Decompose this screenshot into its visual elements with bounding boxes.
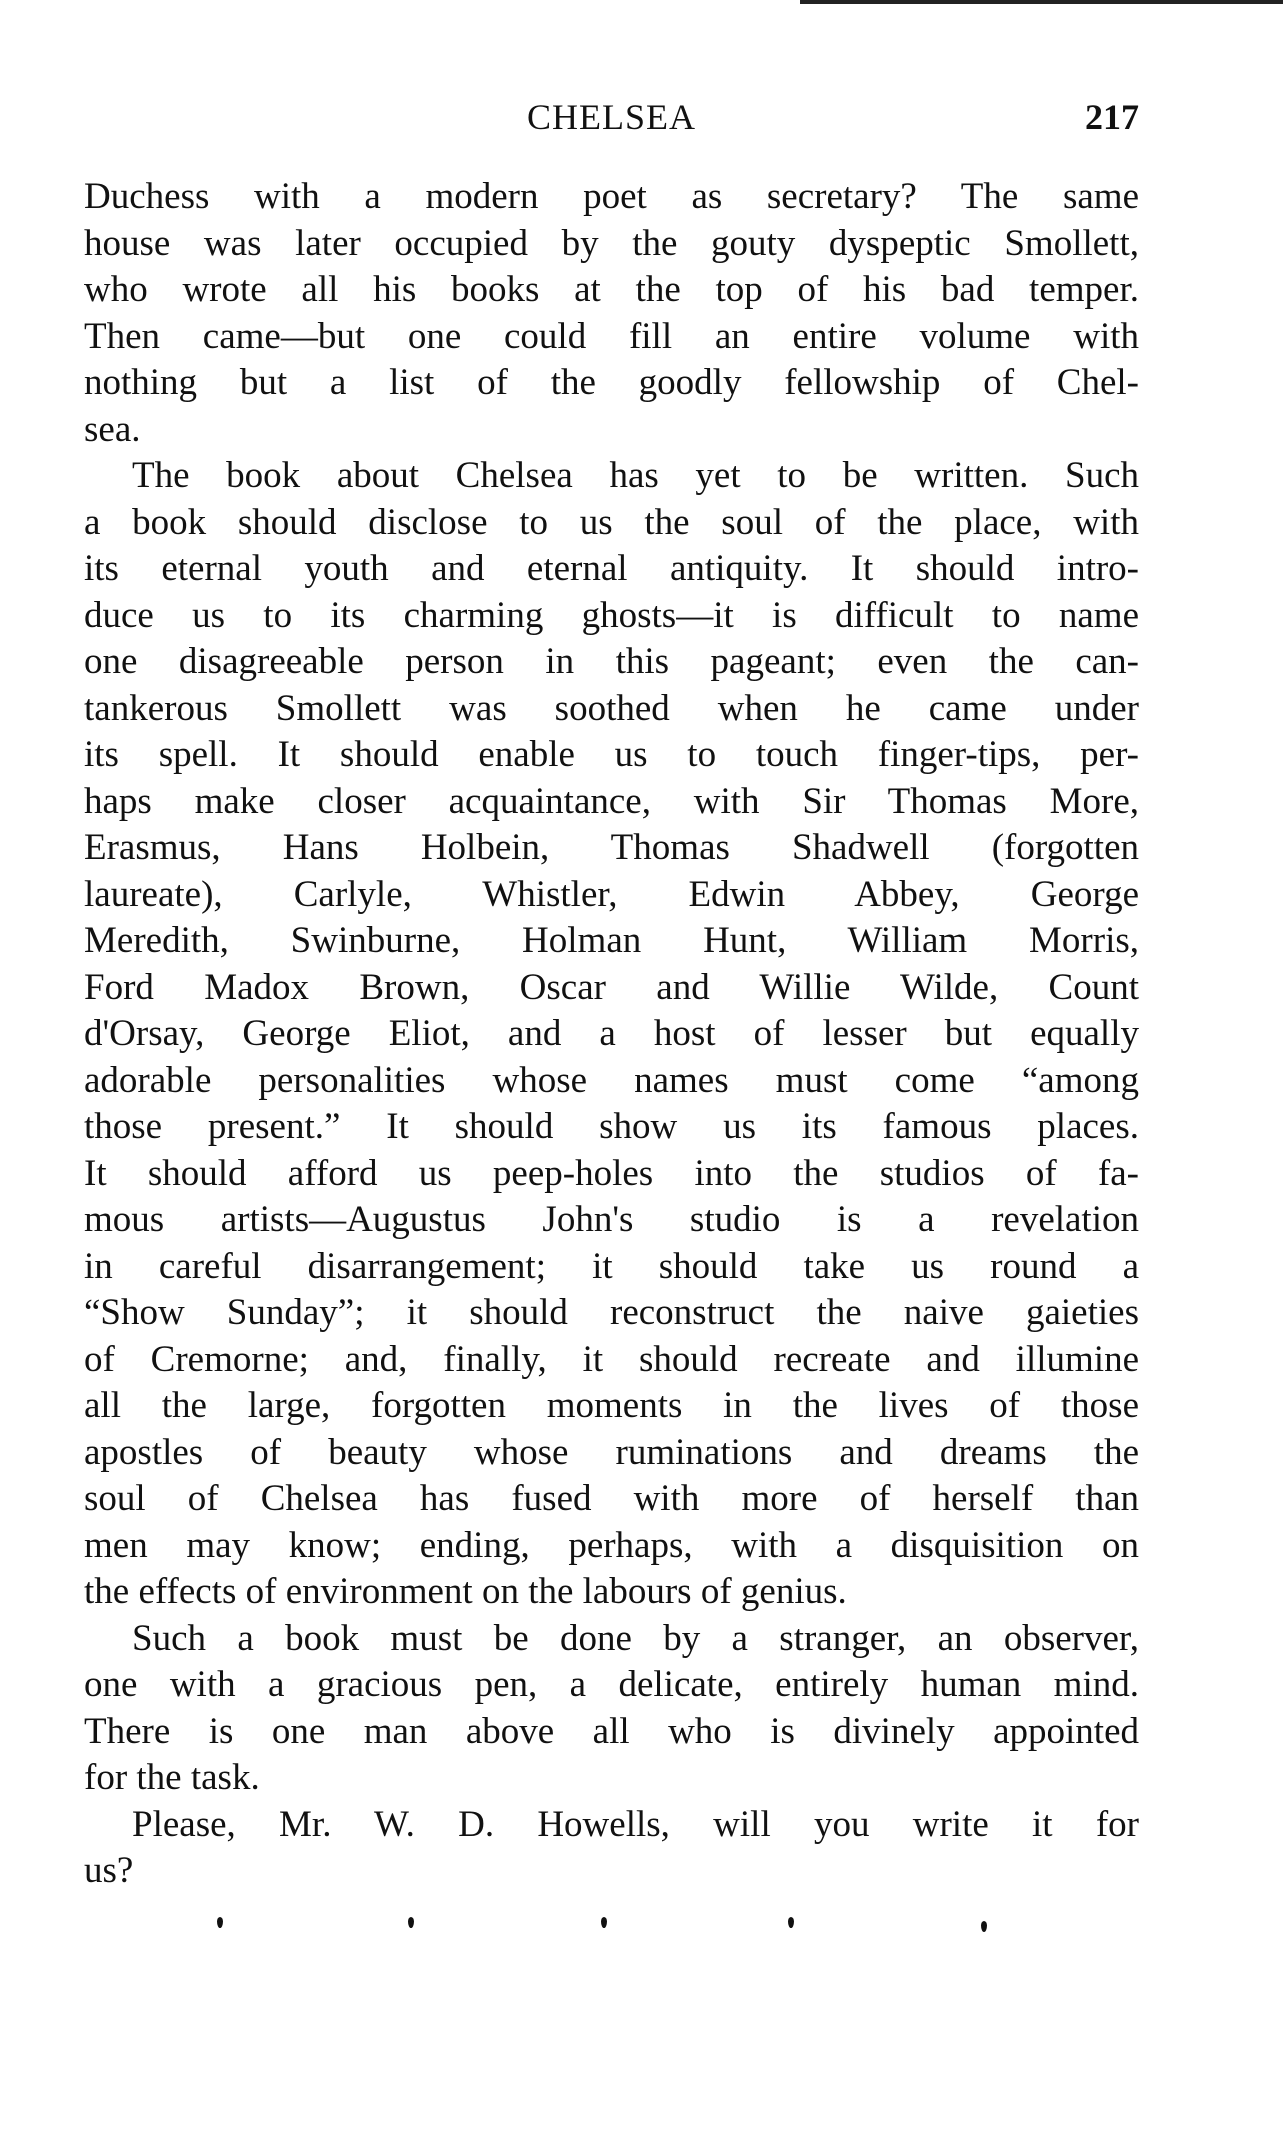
text-line: its eternal youth and eternal antiquity. It should intro- [84, 548, 1139, 589]
text-line: tankerous Smollett was soothed when he came under [84, 687, 1139, 729]
text-line: its spell. It should enable us to touch finger-tips, per- [84, 734, 1139, 775]
paragraph [84, 1616, 1139, 1802]
text-line: It should afford us peep-holes into the studios of fa- [84, 1152, 1139, 1194]
end-ornaments [0, 1915, 1283, 1939]
text-line: one disagreeable person in this pageant; even the can- [84, 641, 1139, 682]
text-line: for the task. [84, 1757, 260, 1798]
text-line: haps make closer acquaintance, with Sir Thomas More, [84, 780, 1139, 822]
top-edge-rule [800, 0, 1283, 4]
text-line: Ford Madox Brown, Oscar and Willie Wilde, Count [84, 966, 1139, 1008]
ornament-dot-icon [788, 1917, 794, 1928]
text-line: one with a gracious pen, a delicate, entirely human mind. [84, 1664, 1139, 1705]
text-line: d'Orsay, George Eliot, and a host of lesser but equally [84, 1013, 1139, 1054]
text-line: Erasmus, Hans Holbein, Thomas Shadwell (forgotten [84, 827, 1139, 868]
ornament-dot-icon [601, 1917, 607, 1928]
ornament-dot-icon [217, 1917, 223, 1928]
text-line: in careful disarrangement; it should take us round a [84, 1245, 1139, 1287]
paragraph [84, 174, 1139, 453]
text-line: who wrote all his books at the top of his bad temper. [84, 269, 1139, 310]
text-line: nothing but a list of the goodly fellowship of Chel- [84, 362, 1139, 403]
page-number: 217 [1085, 97, 1139, 137]
text-line: men may know; ending, perhaps, with a disquisition on [84, 1524, 1139, 1566]
text-line: the effects of environment on the labours of genius. [84, 1571, 847, 1612]
text-line: duce us to its charming ghosts—it is difficult to name [84, 594, 1139, 636]
text-line: of Cremorne; and, finally, it should recreate and illumine [84, 1338, 1139, 1380]
text-line: a book should disclose to us the soul of the place, with [84, 501, 1139, 543]
text-line: Please, Mr. W. D. Howells, will you write it for [132, 1803, 1139, 1845]
text-line: mous artists—Augustus John's studio is a revelation [84, 1199, 1139, 1240]
text-line: sea. [84, 408, 141, 450]
body-text [84, 174, 1139, 1895]
text-line: Such a book must be done by a stranger, an observer, [132, 1617, 1139, 1659]
text-line: apostles of beauty whose ruminations and dreams the [84, 1431, 1139, 1473]
text-line: Duchess with a modern poet as secretary? The same [84, 176, 1139, 217]
running-head [84, 96, 1139, 146]
paragraph [84, 453, 1139, 1616]
text-line: adorable personalities whose names must come “among [84, 1059, 1139, 1101]
ornament-dot-icon [408, 1917, 414, 1928]
text-line: Then came—but one could fill an entire volume with [84, 315, 1139, 357]
ornament-dot-icon [981, 1921, 987, 1932]
text-line: There is one man above all who is divinely appointed [84, 1710, 1139, 1752]
text-line: soul of Chelsea has fused with more of herself than [84, 1478, 1139, 1519]
paragraph [84, 1802, 1139, 1895]
text-line: laureate), Carlyle, Whistler, Edwin Abbey, George [84, 873, 1139, 915]
text-line: all the large, forgotten moments in the lives of those [84, 1385, 1139, 1426]
text-line: those present.” It should show us its famous places. [84, 1106, 1139, 1147]
text-line: Meredith, Swinburne, Holman Hunt, William Morris, [84, 920, 1139, 961]
text-line: “Show Sunday”; it should reconstruct the naive gaieties [84, 1292, 1139, 1333]
text-line: The book about Chelsea has yet to be written. Such [132, 455, 1139, 496]
running-title: CHELSEA [527, 97, 696, 137]
text-line: house was later occupied by the gouty dyspeptic Smollett, [84, 222, 1139, 264]
text-line: us? [84, 1850, 134, 1891]
